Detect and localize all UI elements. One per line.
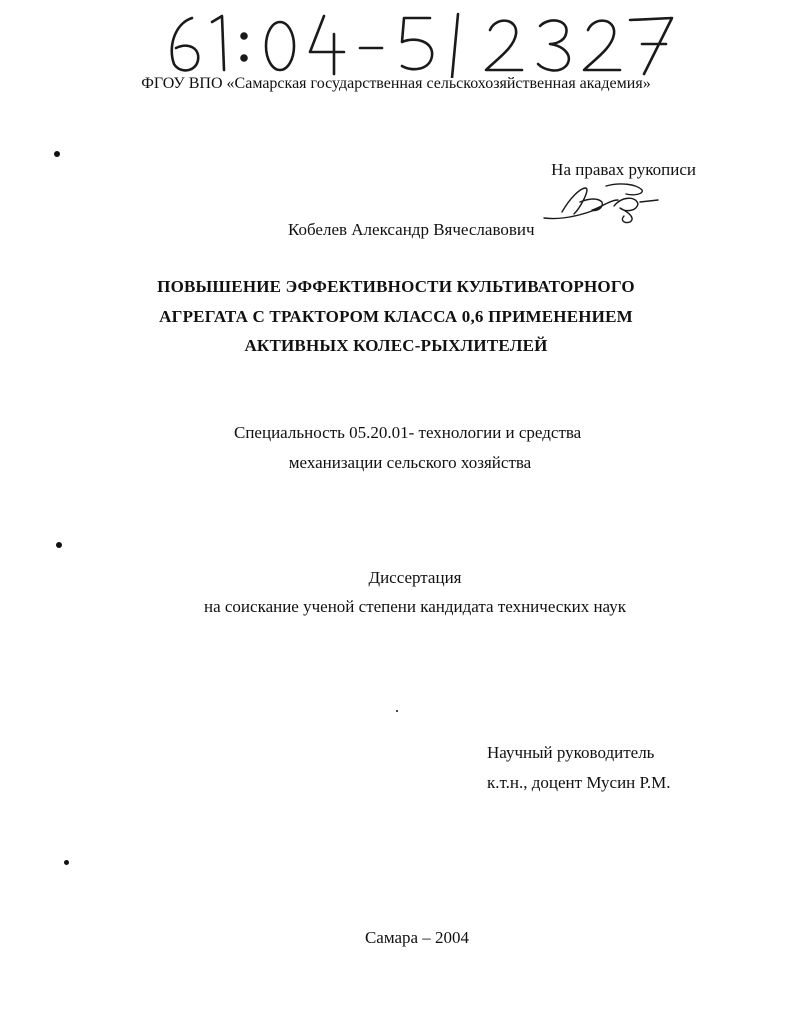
dissertation-title-line-3: АКТИВНЫХ КОЛЕС-РЫХЛИТЕЛЕЙ: [244, 336, 548, 355]
author-name: Кобелев Александр Вячеславович: [288, 220, 535, 239]
specialty-line-1: Специальность 05.20.01- технологии и средства: [234, 423, 582, 442]
scan-speck: [56, 542, 62, 548]
specialty-line-2: механизации сельского хозяйства: [288, 453, 532, 472]
rights-note: На правах рукописи: [551, 160, 696, 179]
dissertation-title-line-1: ПОВЫШЕНИЕ ЭФФЕКТИВНОСТИ КУЛЬТИВАТОРНОГО: [157, 277, 635, 296]
scan-speck: [54, 151, 60, 157]
handwritten-catalog-number: [160, 8, 680, 78]
institution-name: ФГОУ ВПО «Самарская государственная сельскохозяйственная академия»: [141, 75, 651, 92]
handwritten-signature: [540, 178, 660, 226]
city-year: Самара – 2004: [364, 928, 470, 947]
scan-speck: [396, 710, 398, 712]
document-type: Диссертация: [368, 568, 462, 587]
scan-speck: [64, 860, 69, 865]
degree-sought: на соискание ученой степени кандидата технических наук: [203, 597, 626, 616]
supervisor-label: Научный руководитель: [487, 743, 655, 762]
dissertation-title-line-2: АГРЕГАТА С ТРАКТОРОМ КЛАССА 0,6 ПРИМЕНЕНИЕМ: [159, 307, 633, 326]
supervisor-name: к.т.н., доцент Мусин Р.М.: [487, 773, 671, 792]
